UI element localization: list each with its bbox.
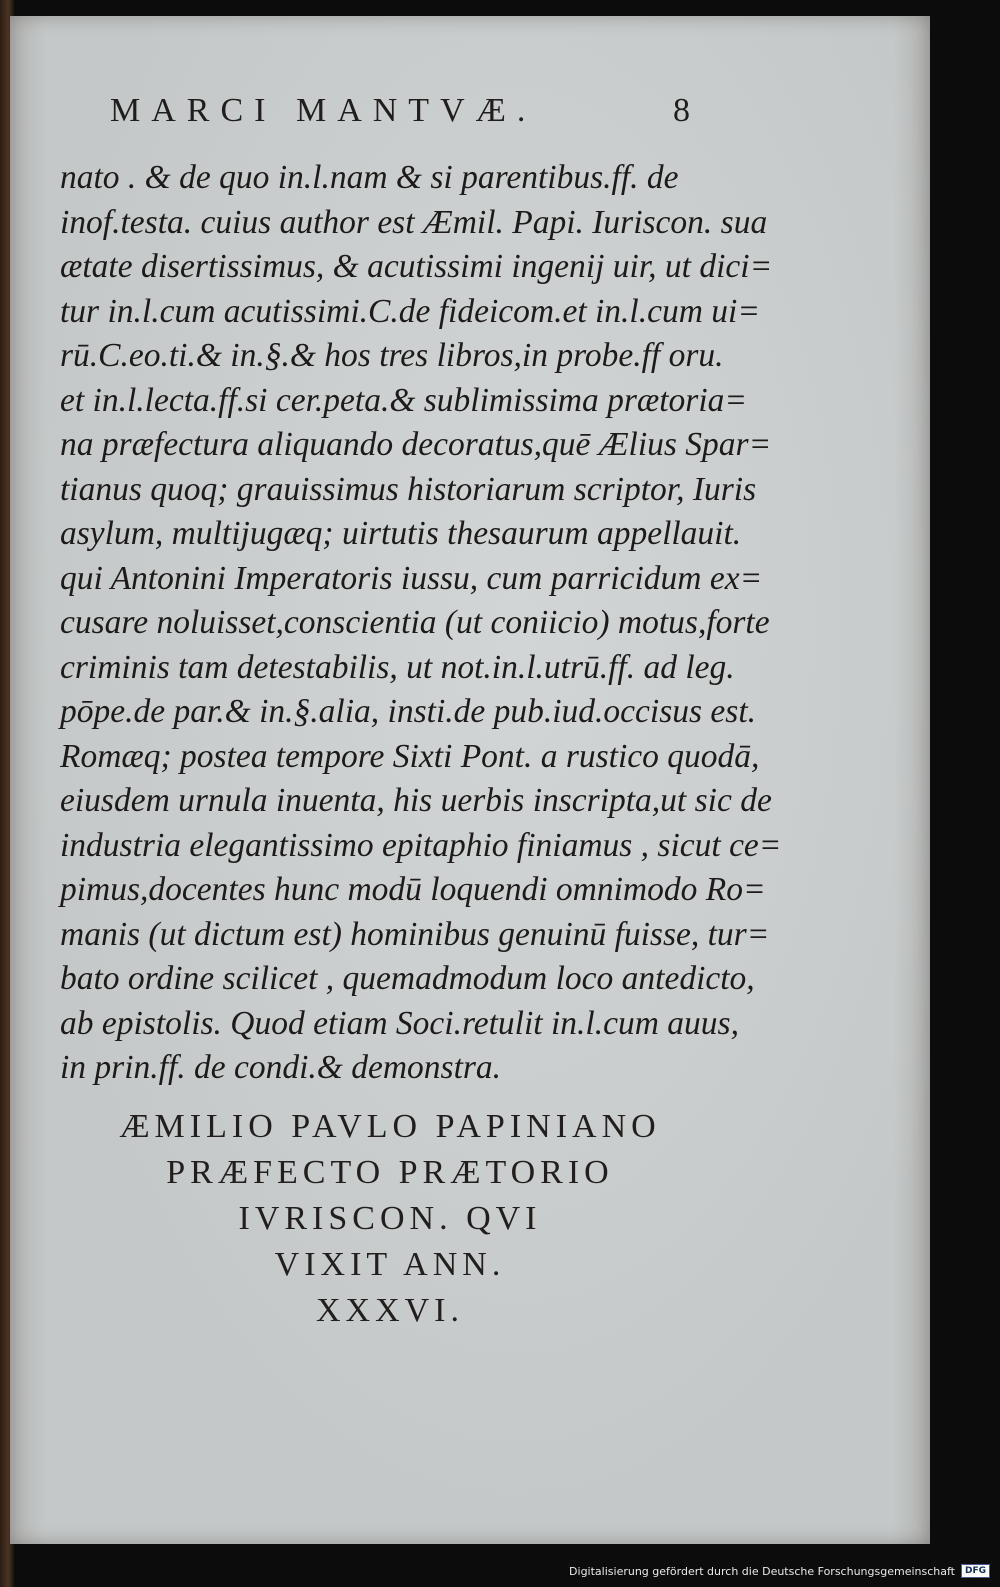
text-line: manis (ut dictum est) hominibus genuinū fuisse, tur= xyxy=(60,915,770,953)
text-line: pimus,docentes hunc modū loquendi omnimodo Ro= xyxy=(60,871,766,908)
epitaph-inscription xyxy=(70,1104,710,1334)
epitaph-line: VIXIT ANN. xyxy=(274,1246,506,1283)
epitaph-line: IVRISCON. QVI xyxy=(238,1200,542,1237)
book-page xyxy=(10,16,930,1544)
text-line: eiusdem urnula inuenta, his uerbis inscripta,ut sic de xyxy=(60,782,772,819)
text-line: asylum, multijugæq; uirtutis thesaurum appellauit. xyxy=(60,515,742,552)
dfg-logo: DFG xyxy=(961,1564,990,1578)
epitaph-line: PRÆFECTO PRÆTORIO xyxy=(166,1154,614,1191)
text-line: nato . & de quo in.l.nam & si parentibus.ff. de xyxy=(60,159,679,196)
epitaph-line: ÆMILIO PAVLO PAPINIANO xyxy=(119,1108,661,1145)
text-line: qui Antonini Imperatoris iussu, cum parricidum ex= xyxy=(60,559,763,597)
text-line: na præfectura aliquando decoratus,quē Ælius Spar= xyxy=(60,426,772,463)
text-line: bato ordine scilicet , quemadmodum loco antedicto, xyxy=(60,960,755,997)
text-line: industria elegantissimo epitaphio finiamus , sicut ce= xyxy=(60,826,782,864)
text-line: pōpe.de par.& in.§.alia, insti.de pub.iud.occisus est. xyxy=(60,693,757,730)
text-line: cusare noluisset,conscientia (ut coniicio) motus,forte xyxy=(60,604,770,641)
text-line: ab epistolis. Quod etiam Soci.retulit in.l.cum auus, xyxy=(60,1004,739,1042)
text-line: in prin.ff. de condi.& demonstra. xyxy=(60,1049,502,1086)
text-line: rū.C.eo.ti.& in.§.& hos tres libros,in probe.ff oru. xyxy=(60,337,724,374)
text-line: tianus quoq; grauissimus historiarum scriptor, Iuris xyxy=(60,470,757,508)
epitaph-line: XXXVI. xyxy=(315,1292,465,1329)
funding-credit: Digitalisierung gefördert durch die Deutsche Forschungsgemeinschaft xyxy=(569,1564,955,1578)
text-line: tur in.l.cum acutissimi.C.de fideicom.et in.l.cum ui= xyxy=(60,292,760,330)
page-number: 8 xyxy=(673,92,690,129)
body-paragraph xyxy=(60,156,782,1091)
text-line: et in.l.lecta.ff.si cer.peta.& sublimissima prætoria= xyxy=(60,381,748,419)
text-line: criminis tam detestabilis, ut not.in.l.utrū.ff. ad leg. xyxy=(60,648,735,686)
digitization-footer xyxy=(569,1561,990,1581)
text-line: Romæq; postea tempore Sixti Pont. a rustico quodā, xyxy=(60,737,760,775)
text-line: ætate disertissimus, & acutissimi ingenij uir, ut dici= xyxy=(60,248,773,285)
running-head: MARCI MANTVÆ. xyxy=(110,92,537,129)
text-line: inof.testa. cuius author est Æmil. Papi. Iuriscon. sua xyxy=(60,203,768,241)
page-header xyxy=(110,92,690,142)
